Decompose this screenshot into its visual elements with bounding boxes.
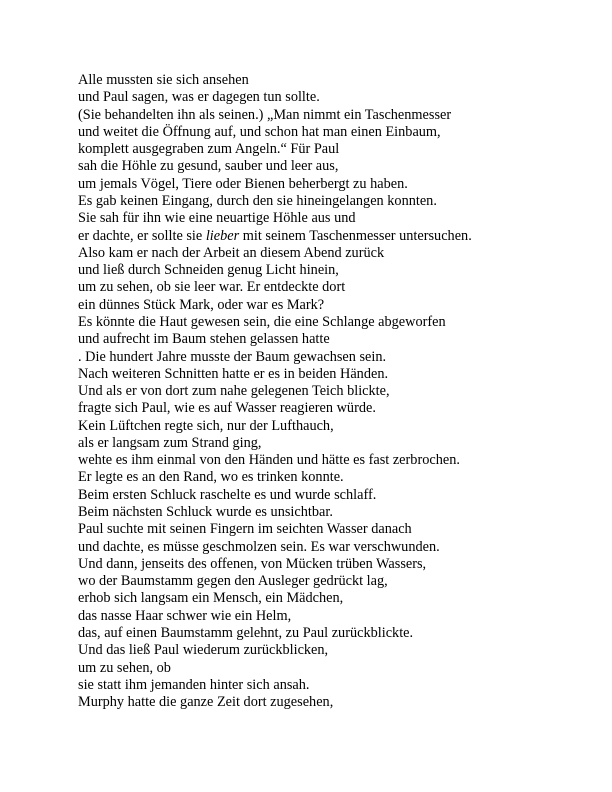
text-line: Beim ersten Schluck raschelte es und wurde schlaff. [78, 486, 377, 503]
text-line: . Die hundert Jahre musste der Baum gewachsen sein. [78, 348, 387, 365]
text-line: wo der Baumstamm gegen den Ausleger gedrückt lag, [78, 573, 388, 590]
text-line: Und dann, jenseits des offenen, von Mücken trüben Wassers, [78, 555, 427, 572]
text-line: sie statt ihm jemanden hinter sich ansah. [78, 676, 310, 693]
text-line: Und als er von dort zum nahe gelegenen Teich blickte, [78, 383, 390, 400]
text-line: um zu sehen, ob sie leer war. Er entdeckte dort [78, 279, 346, 296]
text-line: das, auf einen Baumstamm gelehnt, zu Paul zurückblickte. [78, 625, 414, 641]
text-line: Es könnte die Haut gewesen sein, die eine Schlange abgeworfen [78, 313, 446, 330]
text-line: Also kam er nach der Arbeit an diesem Abend zurück [78, 244, 385, 261]
text-line: und ließ durch Schneiden genug Licht hinein, [78, 262, 339, 279]
text-segment: mit seinem Taschenmesser untersuchen. [239, 227, 472, 244]
text-line: komplett ausgegraben zum Angeln.“ Für Paul [78, 141, 340, 158]
text-line-with-emphasis [78, 228, 558, 245]
text-line: fragte sich Paul, wie es auf Wasser reagieren würde. [78, 400, 376, 417]
text-line: um jemals Vögel, Tiere oder Bienen beherbergt zu haben. [78, 175, 408, 192]
text-line: sah die Höhle zu gesund, sauber und leer aus, [78, 158, 339, 175]
text-line: Er legte es an den Rand, wo es trinken konnte. [78, 469, 344, 486]
text-line: und aufrecht im Baum stehen gelassen hatte [78, 331, 330, 348]
body-text [78, 72, 558, 711]
text-line: Und das ließ Paul wiederum zurückblicken, [78, 642, 329, 659]
text-line: Kein Lüftchen regte sich, nur der Lufthauch, [78, 417, 334, 434]
text-line: (Sie behandelten ihn als seinen.) „Man nimmt ein Taschenmesser [78, 106, 452, 123]
text-line: ein dünnes Stück Mark, oder war es Mark? [78, 296, 325, 313]
text-line: Beim nächsten Schluck wurde es unsichtbar. [78, 504, 333, 521]
text-segment: er dachte, er sollte sie [78, 227, 206, 244]
text-line: Alle mussten sie sich ansehen [78, 72, 249, 88]
text-line: erhob sich langsam ein Mensch, ein Mädchen, [78, 590, 344, 607]
text-line: Nach weiteren Schnitten hatte er es in beiden Händen. [78, 365, 389, 382]
text-line: und dachte, es müsse geschmolzen sein. Es war verschwunden. [78, 538, 440, 555]
text-line: Paul suchte mit seinen Fingern im seichten Wasser danach [78, 521, 412, 538]
emphasized-word: lieber [205, 227, 240, 244]
text-line: wehte es ihm einmal von den Händen und hätte es fast zerbrochen. [78, 452, 460, 469]
text-line: und weitet die Öffnung auf, und schon hat man einen Einbaum, [78, 123, 441, 140]
text-line: um zu sehen, ob [78, 659, 171, 676]
text-line: Es gab keinen Eingang, durch den sie hineingelangen konnten. [78, 192, 437, 209]
text-line: das nasse Haar schwer wie ein Helm, [78, 607, 292, 624]
text-line: Murphy hatte die ganze Zeit dort zugesehen, [78, 694, 334, 711]
text-line: als er langsam zum Strand ging, [78, 434, 262, 451]
text-line: und Paul sagen, was er dagegen tun sollte. [78, 89, 320, 106]
text-line: Sie sah für ihn wie eine neuartige Höhle aus und [78, 210, 356, 227]
